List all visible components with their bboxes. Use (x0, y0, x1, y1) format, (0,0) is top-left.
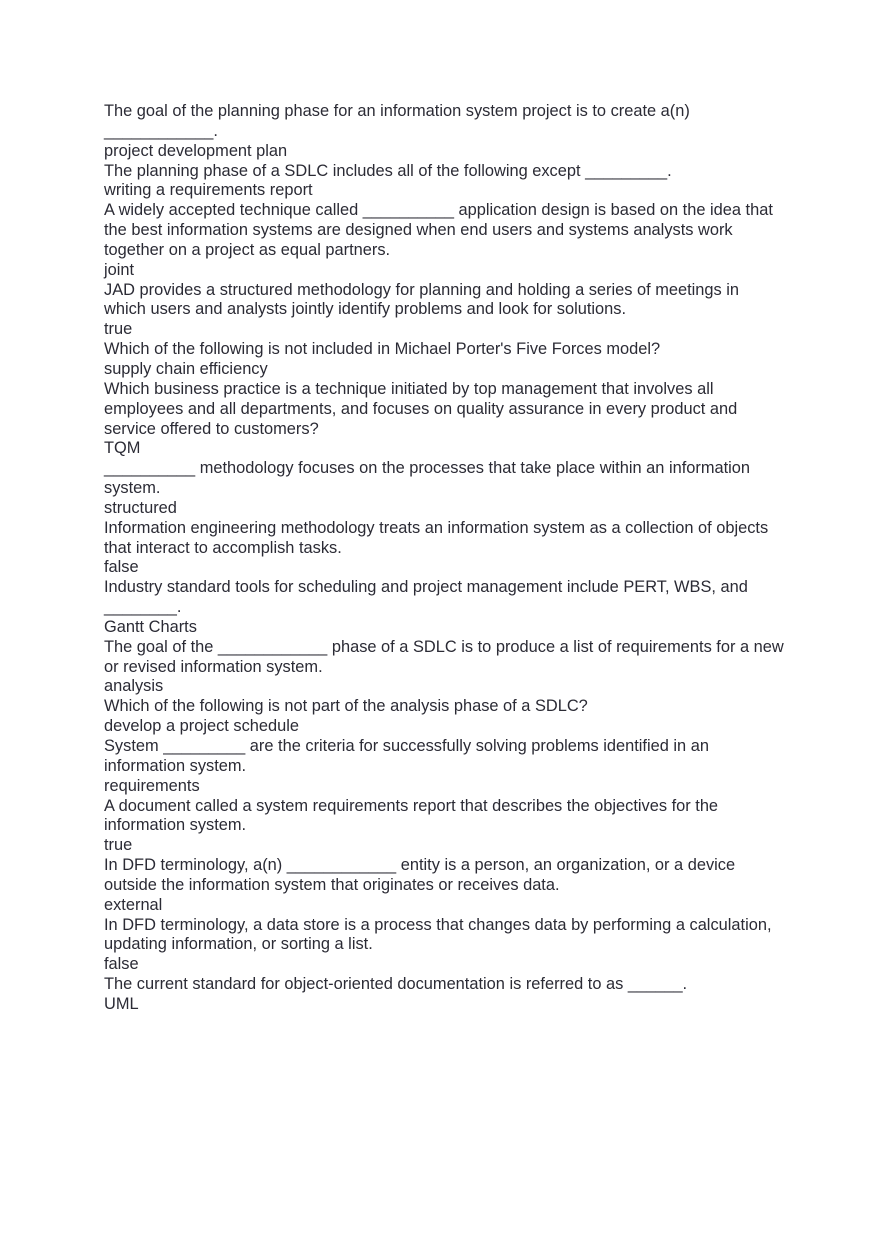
qa-item (104, 578, 784, 638)
question-text: Industry standard tools for scheduling and project management include PERT, WBS, and ________. (104, 578, 748, 617)
question-text: JAD provides a structured methodology for planning and holding a series of meetings in which users and analysts jointly identify problems and look for solutions. (104, 280, 740, 319)
answer-text: false (104, 955, 139, 974)
question-text: A widely accepted technique called __________ application design is based on the idea that the best information systems are designed when end users and systems analysts work together on a project as equal partners. (104, 201, 773, 259)
answer-text: Gantt Charts (104, 617, 197, 636)
document-body (104, 102, 784, 1015)
answer-text: requirements (104, 776, 200, 795)
qa-item (104, 638, 784, 698)
answer-text: supply chain efficiency (104, 359, 268, 378)
qa-item (104, 459, 784, 519)
answer-text: true (104, 836, 133, 855)
question-text: A document called a system requirements report that describes the objectives for the information system. (104, 796, 719, 835)
qa-item (104, 340, 784, 380)
qa-item (104, 916, 784, 976)
question-text: The current standard for object-oriented documentation is referred to as ______. (104, 975, 688, 994)
answer-text: UML (104, 994, 139, 1013)
qa-item (104, 737, 784, 797)
qa-item (104, 380, 784, 459)
answer-text: structured (104, 498, 177, 517)
question-text: Which of the following is not included in Michael Porter's Five Forces model? (104, 340, 661, 359)
answer-text: develop a project schedule (104, 717, 299, 736)
answer-text: analysis (104, 677, 164, 696)
question-text: In DFD terminology, a data store is a process that changes data by performing a calculation, updating information, or sorting a list. (104, 915, 772, 954)
qa-item (104, 856, 784, 916)
question-text: The planning phase of a SDLC includes all of the following except _________. (104, 161, 672, 180)
question-text: The goal of the ____________ phase of a SDLC is to produce a list of requirements for a new or revised information system. (104, 637, 784, 676)
answer-text: external (104, 895, 163, 914)
qa-item (104, 162, 784, 202)
question-text: Which of the following is not part of the analysis phase of a SDLC? (104, 697, 588, 716)
qa-item (104, 281, 784, 341)
question-text: Information engineering methodology treats an information system as a collection of objects that interact to accomplish tasks. (104, 518, 769, 557)
qa-item (104, 519, 784, 579)
answer-text: true (104, 320, 133, 339)
qa-item (104, 975, 784, 1015)
qa-item (104, 797, 784, 857)
answer-text: false (104, 558, 139, 577)
question-text: The goal of the planning phase for an information system project is to create a(n) ____________. (104, 102, 690, 140)
question-text: System _________ are the criteria for successfully solving problems identified in an information system. (104, 737, 709, 775)
qa-item (104, 201, 784, 280)
answer-text: writing a requirements report (104, 181, 313, 200)
qa-item (104, 102, 784, 162)
answer-text: joint (104, 260, 135, 279)
qa-item (104, 697, 784, 737)
question-text: In DFD terminology, a(n) ____________ entity is a person, an organization, or a device outside the information system that originates or receives data. (104, 856, 736, 894)
question-text: __________ methodology focuses on the processes that take place within an information system. (104, 459, 751, 498)
answer-text: project development plan (104, 141, 288, 160)
question-text: Which business practice is a technique initiated by top management that involves all employees and all departments, and focuses on quality assurance in every product and service offered to customers? (104, 379, 738, 438)
answer-text: TQM (104, 439, 141, 458)
